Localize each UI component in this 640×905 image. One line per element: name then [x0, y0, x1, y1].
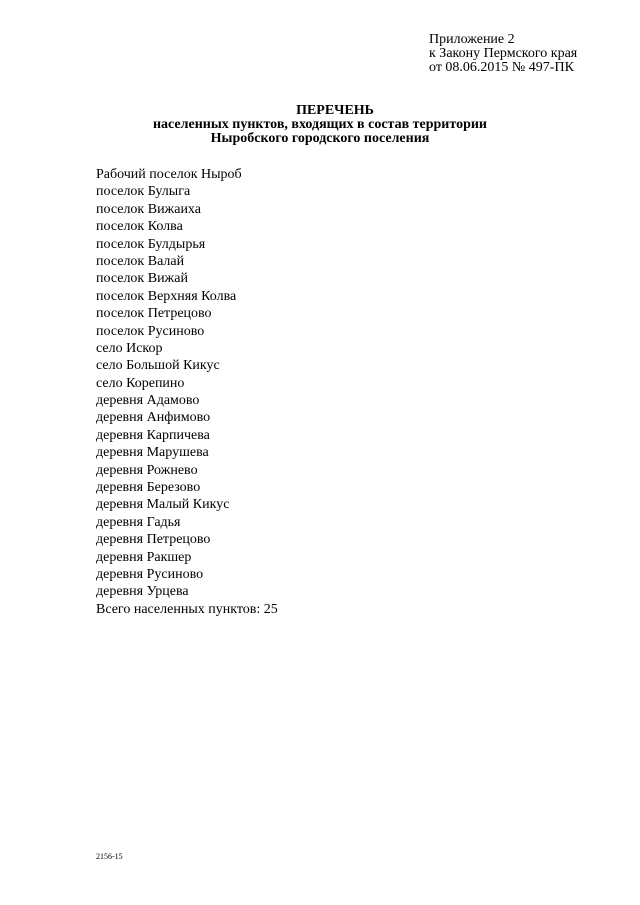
list-item: деревня Марушева — [96, 445, 209, 461]
list-item: поселок Колва — [96, 219, 183, 235]
list-item: поселок Петрецово — [96, 306, 212, 322]
list-item: поселок Булыга — [96, 184, 191, 200]
list-item: деревня Карпичева — [96, 427, 210, 443]
list-item: поселок Вижаиха — [96, 201, 201, 217]
appendix-law-reference: к Закону Пермского края — [429, 46, 578, 61]
list-item: деревня Петрецово — [96, 532, 211, 548]
list-item: поселок Верхняя Колва — [96, 288, 237, 304]
list-item: деревня Малый Кикус — [96, 497, 230, 513]
list-item: поселок Вижай — [96, 271, 188, 287]
settlement-total: Всего населенных пунктов: 25 — [96, 602, 278, 617]
list-item: деревня Урцева — [96, 584, 189, 600]
list-item: деревня Рожнево — [96, 462, 198, 478]
list-item: Рабочий поселок Ныроб — [96, 167, 242, 182]
appendix-law-date: от 08.06.2015 № 497-ПК — [429, 60, 574, 75]
document-code: 2156-15 — [96, 852, 123, 861]
list-item: деревня Ракшер — [96, 549, 192, 565]
settlement-list — [96, 166, 242, 601]
list-item: поселок Валай — [96, 253, 185, 269]
title-subtitle-line2: Ныробского городского поселения — [210, 131, 430, 146]
list-item: поселок Булдырья — [96, 236, 206, 252]
list-item: поселок Русиново — [96, 323, 205, 339]
appendix-header — [429, 33, 577, 75]
list-item: деревня Гадья — [96, 514, 181, 530]
document-title — [0, 104, 640, 146]
list-item: деревня Адамово — [96, 393, 200, 409]
title-main: ПЕРЕЧЕНЬ — [296, 103, 374, 118]
list-item: село Корепино — [96, 375, 185, 391]
list-item: деревня Русиново — [96, 566, 204, 582]
list-item: село Большой Кикус — [96, 358, 220, 374]
title-subtitle-line1: населенных пунктов, входящих в состав территории — [152, 117, 487, 132]
appendix-number: Приложение 2 — [429, 32, 515, 47]
list-item: деревня Анфимово — [96, 410, 211, 426]
list-item: село Искор — [96, 340, 163, 356]
list-item: деревня Березово — [96, 480, 201, 496]
